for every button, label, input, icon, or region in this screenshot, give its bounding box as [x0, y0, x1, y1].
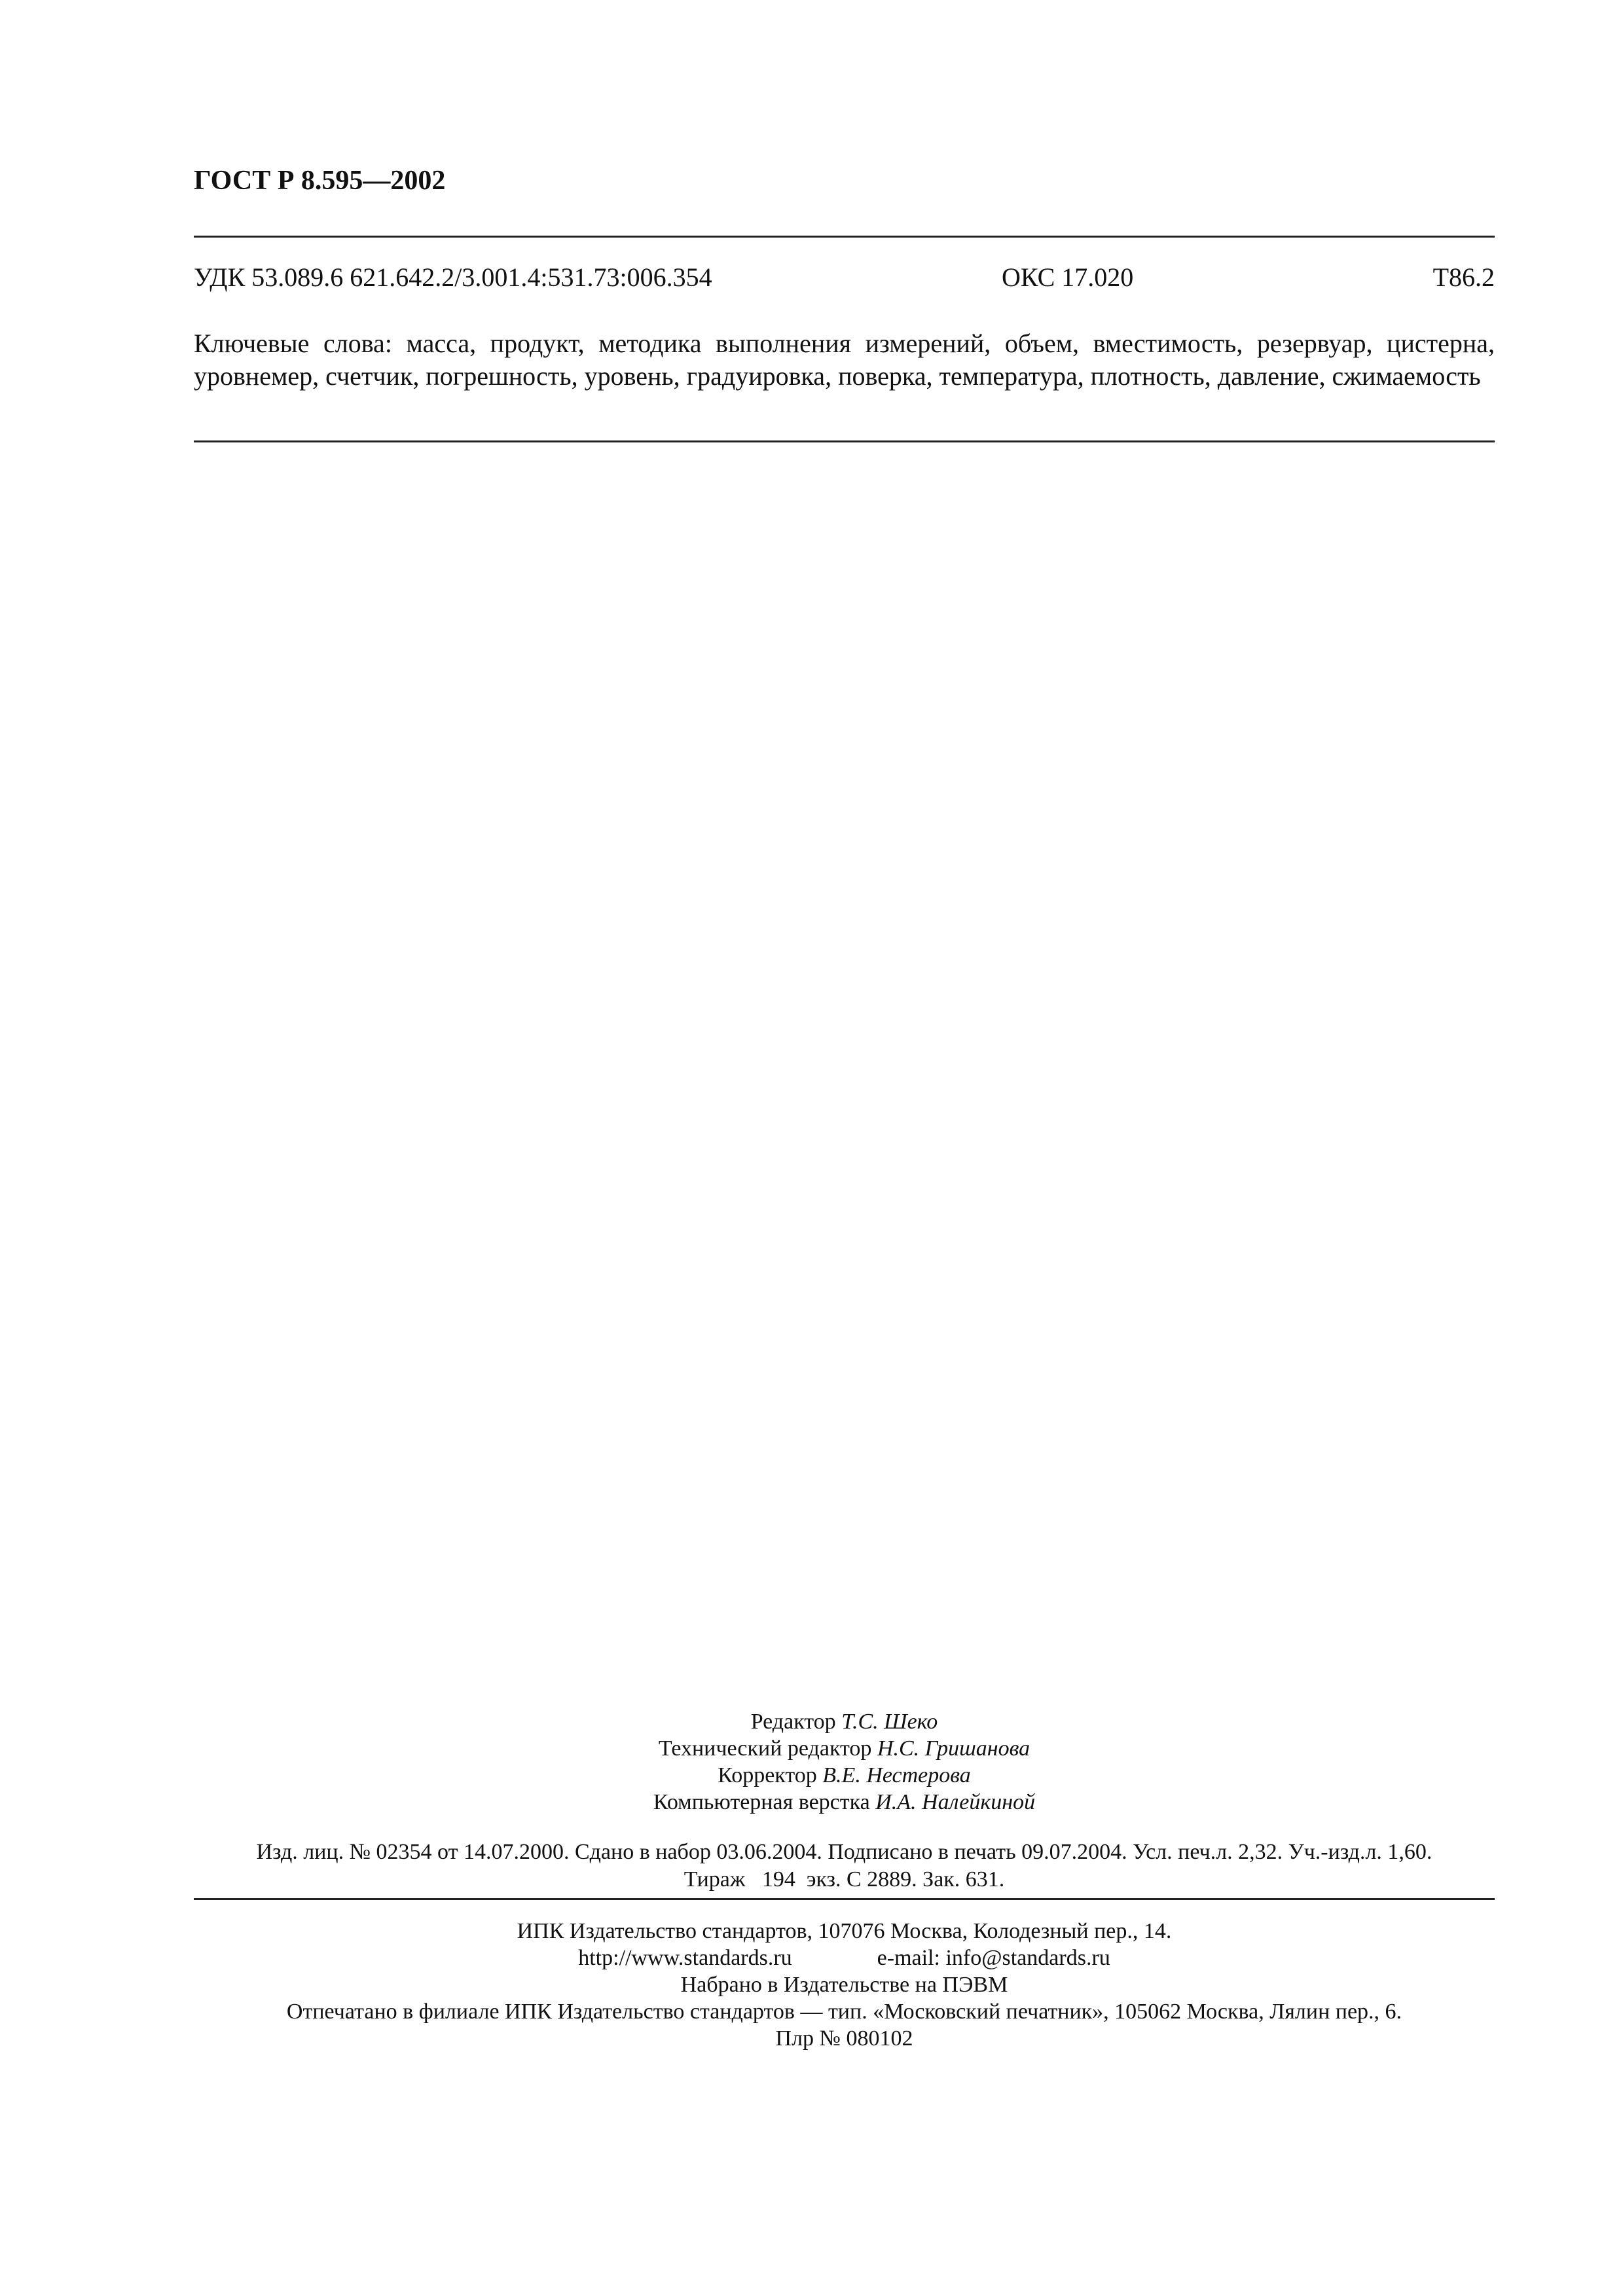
publisher-email: e-mail: info@standards.ru [877, 1946, 1110, 1970]
plr-number: Плр № 080102 [775, 2026, 913, 2051]
printed-note: Отпечатано в филиале ИПК Издательство стандартов — тип. «Московский печатник», 105062 Москва, Лялин пер., 6. [286, 2000, 1402, 2024]
udk-code: УДК 53.089.6 621.642.2/3.001.4:531.73:006.354 [194, 262, 712, 292]
t-code: Т86.2 [1432, 262, 1495, 292]
keywords-paragraph: Ключевые слова: масса, продукт, методика выполнения измерений, объем, вместимость, резервуар, цистерна, уровнемер, счетчик, погрешность, уровень, градуировка, поверка, температура, плотность, давление, сжимаемость [194, 329, 1495, 391]
oks-code: ОКС 17.020 [1002, 262, 1134, 292]
publisher-address: ИПК Издательство стандартов, 107076 Москва, Колодезный пер., 14. [517, 1919, 1172, 1943]
editor-name: Т.С. Шеко [841, 1710, 938, 1734]
tech-editor-line [194, 1735, 1495, 1762]
top-divider [194, 236, 1495, 238]
editor-role: Редактор [750, 1710, 836, 1734]
publisher-website: http://www.standards.ru [578, 1946, 792, 1970]
imprint-line-2: Тираж 194 экз. С 2889. Зак. 631. [684, 1867, 1005, 1892]
editor-line [194, 1708, 1495, 1735]
classification-row [194, 262, 1495, 296]
keywords-divider [194, 440, 1495, 442]
credits-block [194, 1708, 1495, 1816]
proofreader-line [194, 1762, 1495, 1789]
tech-editor-role: Технический редактор [658, 1736, 872, 1761]
imprint-block [194, 1839, 1495, 1893]
layout-line [194, 1789, 1495, 1816]
tech-editor-name: Н.С. Гришанова [877, 1736, 1030, 1761]
layout-name: И.А. Налейкиной [875, 1790, 1036, 1814]
standard-code: ГОСТ Р 8.595—2002 [194, 166, 446, 196]
layout-role: Компьютерная верстка [653, 1790, 870, 1814]
proofreader-name: В.Е. Нестерова [822, 1763, 971, 1787]
proofreader-role: Корректор [718, 1763, 817, 1787]
publisher-block [194, 1918, 1495, 2052]
typeset-note: Набрано в Издательстве на ПЭВМ [680, 1973, 1008, 1997]
publisher-divider [194, 1898, 1495, 1900]
publisher-contacts [194, 1945, 1495, 1971]
imprint-line-1: Изд. лиц. № 02354 от 14.07.2000. Сдано в набор 03.06.2004. Подписано в печать 09.07.2004. Усл. печ.л. 2,32. Уч.-изд.л. 1,60. [256, 1840, 1432, 1864]
